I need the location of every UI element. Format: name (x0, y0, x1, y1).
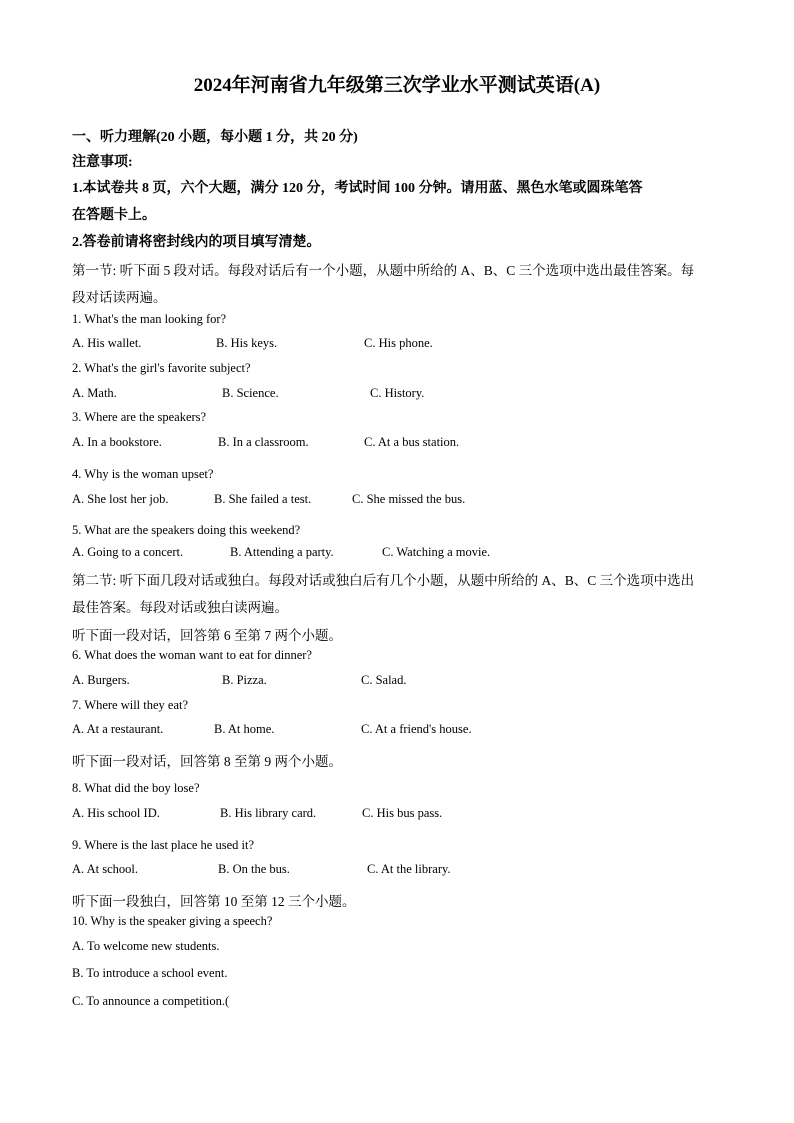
question-8-option-c: C. His bus pass. (362, 806, 443, 820)
question-1-option-a: A. His wallet. (72, 336, 142, 350)
question-9-option-c: C. At the library. (367, 862, 451, 876)
question-7: 7. Where will they eat? (72, 698, 189, 712)
question-8-option-b: B. His library card. (220, 806, 317, 820)
question-7-option-b: B. At home. (214, 722, 275, 736)
question-3: 3. Where are the speakers? (72, 410, 207, 424)
page-title: 2024年河南省九年级第三次学业水平测试英语(A) (193, 75, 601, 96)
question-8: 8. What did the boy lose? (72, 781, 200, 795)
question-9-option-a: A. At school. (72, 862, 138, 876)
question-2-option-b: B. Science. (222, 386, 279, 400)
instruction-q8-q9: 听下面一段对话，回答第 8 至第 9 两个小题。 (72, 754, 342, 769)
question-5: 5. What are the speakers doing this weekend? (72, 523, 301, 537)
question-5-option-a: A. Going to a concert. (72, 545, 184, 559)
note-1-line-1: 1.本试卷共 8 页，六个大题，满分 120 分，考试时间 100 分钟。请用蓝、黑色水笔或圆珠笔答 (72, 181, 643, 196)
question-3-option-b: B. In a classroom. (218, 435, 309, 449)
question-10: 10. Why is the speaker giving a speech? (72, 914, 273, 928)
question-10-option-b: B. To introduce a school event. (72, 966, 228, 980)
question-10-option-a: A. To welcome new students. (72, 939, 220, 953)
notes-title: 注意事项: (72, 155, 133, 170)
part-2-instruction-line-1: 第二节: 听下面几段对话或独白。每段对话或独白后有几个小题，从题中所给的 A、B、C 三个选项中选出 (72, 573, 695, 588)
section-heading: 一、听力理解(20 小题，每小题 1 分，共 20 分) (72, 130, 358, 145)
question-4-option-b: B. She failed a test. (214, 492, 312, 506)
question-6-option-c: C. Salad. (361, 673, 407, 687)
question-4-option-c: C. She missed the bus. (352, 492, 466, 506)
question-7-option-c: C. At a friend's house. (361, 722, 472, 736)
question-2-option-c: C. History. (370, 386, 425, 400)
question-5-option-b: B. Attending a party. (230, 545, 334, 559)
part-1-instruction-line-1: 第一节: 听下面 5 段对话。每段对话后有一个小题，从题中所给的 A、B、C 三个选项中选出最佳答案。每 (72, 263, 695, 278)
question-3-option-c: C. At a bus station. (364, 435, 460, 449)
question-3-option-a: A. In a bookstore. (72, 435, 162, 449)
question-8-option-a: A. His school ID. (72, 806, 160, 820)
question-2-option-a: A. Math. (72, 386, 117, 400)
note-1-line-2: 在答题卡上。 (72, 208, 156, 223)
question-4-option-a: A. She lost her job. (72, 492, 169, 506)
question-5-option-c: C. Watching a movie. (382, 545, 491, 559)
question-1: 1. What's the man looking for? (72, 312, 227, 326)
question-9-option-b: B. On the bus. (218, 862, 290, 876)
part-2-instruction-line-2: 最佳答案。每段对话或独白读两遍。 (72, 600, 288, 615)
question-6: 6. What does the woman want to eat for dinner? (72, 648, 312, 662)
part-1-instruction-line-2: 段对话读两遍。 (72, 290, 167, 305)
question-6-option-b: B. Pizza. (222, 673, 267, 687)
question-1-option-c: C. His phone. (364, 336, 433, 350)
question-1-option-b: B. His keys. (216, 336, 278, 350)
instruction-q10-q12: 听下面一段独白，回答第 10 至第 12 三个小题。 (72, 894, 356, 909)
question-7-option-a: A. At a restaurant. (72, 722, 164, 736)
question-9: 9. Where is the last place he used it? (72, 838, 254, 852)
note-2: 2.答卷前请将密封线内的项目填写清楚。 (72, 235, 321, 250)
question-6-option-a: A. Burgers. (72, 673, 130, 687)
question-10-option-c: C. To announce a competition.( (72, 994, 230, 1008)
question-4: 4. Why is the woman upset? (72, 467, 214, 481)
instruction-q6-q7: 听下面一段对话，回答第 6 至第 7 两个小题。 (72, 628, 342, 643)
question-2: 2. What's the girl's favorite subject? (72, 361, 251, 375)
